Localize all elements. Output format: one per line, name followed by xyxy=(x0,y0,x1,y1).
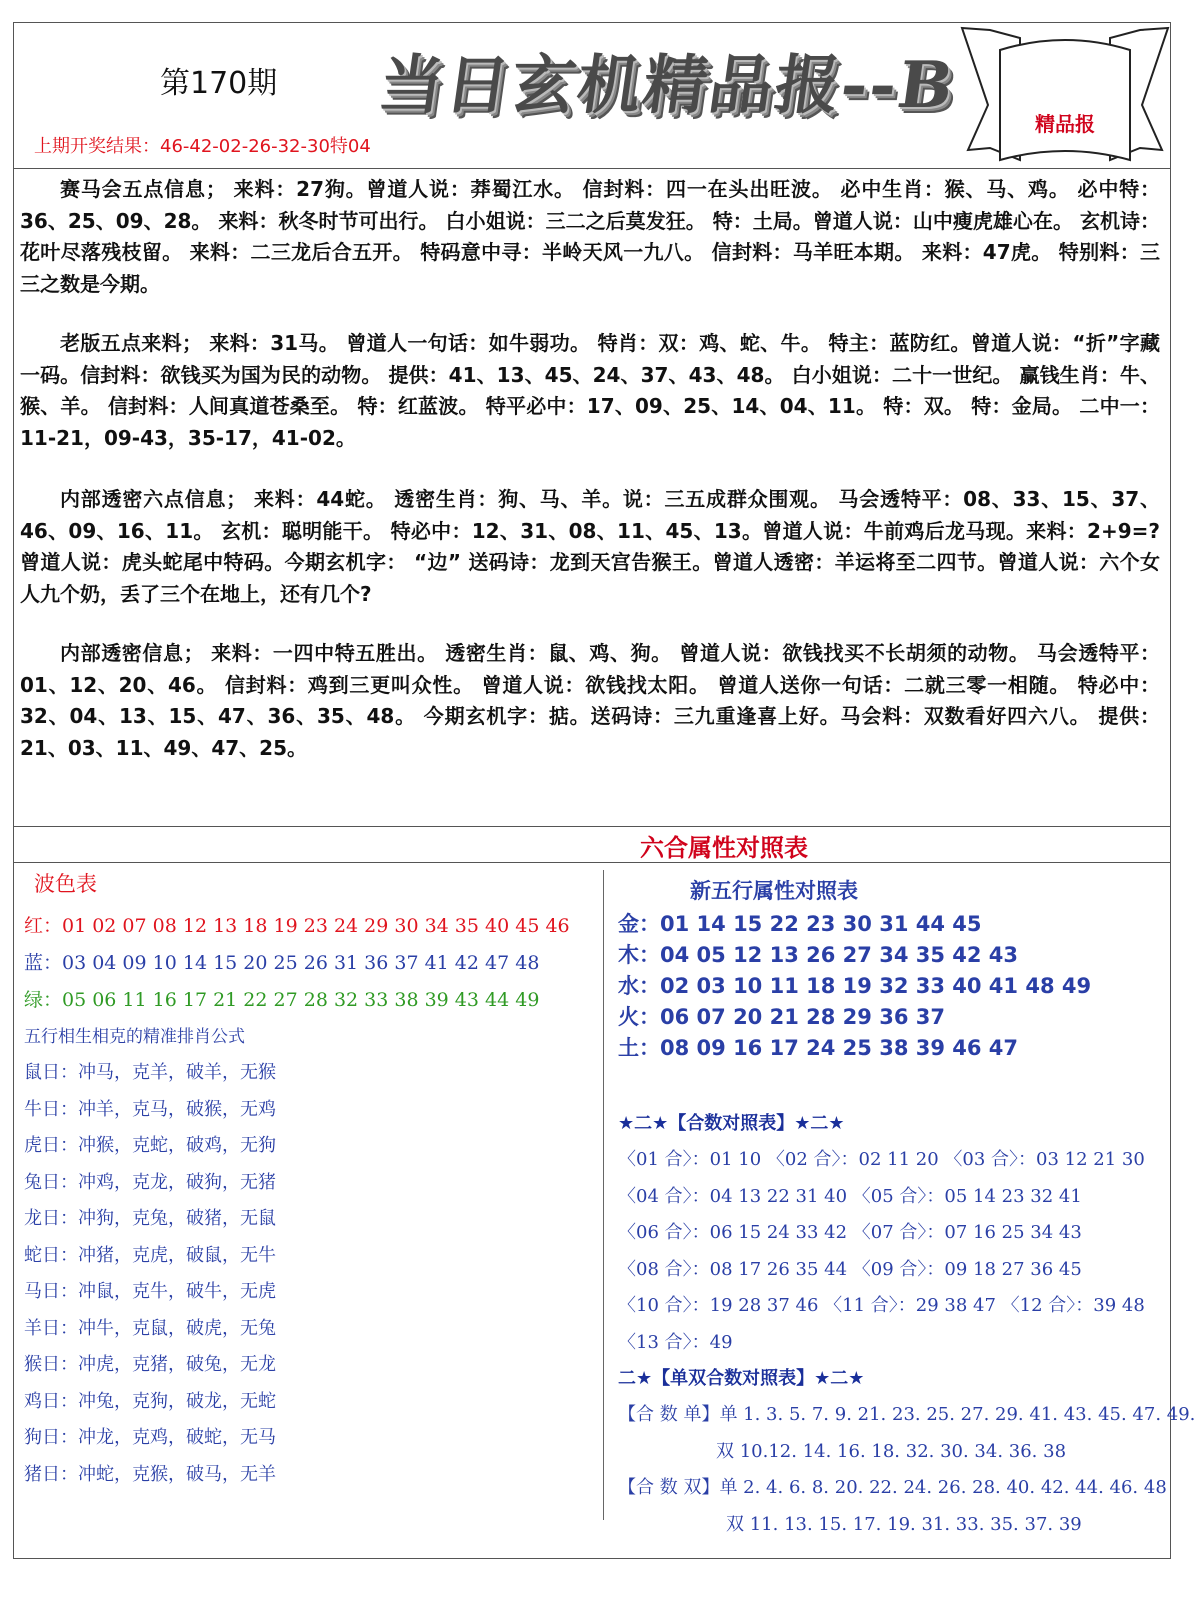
zodiac-day-row: 马日：冲鼠，克牛，破牛，无虎 xyxy=(24,1281,276,1302)
divider xyxy=(13,862,1171,863)
zodiac-day-row: 羊日：冲牛，克鼠，破虎，无兔 xyxy=(24,1317,276,1339)
danshuang-row: 【合 数 双】单 2. 4. 6. 8. 20. 22. 24. 26. 28. 40. 42. 44. 46. 48 xyxy=(618,1477,1167,1498)
zodiac-day-row: 兔日：冲鸡，克龙，破狗，无猪 xyxy=(24,1171,276,1193)
wuxing-row: 土：08 09 16 17 24 25 38 39 46 47 xyxy=(618,1036,1019,1060)
attribute-table-title: 六合属性对照表 xyxy=(640,834,808,862)
divider xyxy=(13,826,1171,827)
wave-color-title: 波色表 xyxy=(34,872,97,896)
zodiac-day-row: 狗日：冲龙，克鸡，破蛇，无马 xyxy=(24,1427,276,1448)
heshu-row: 〈06 合〉：06 15 24 33 42 〈07 合〉：07 16 25 34 43 xyxy=(618,1222,1082,1243)
zodiac-day-row: 虎日：冲猴，克蛇，破鸡，无狗 xyxy=(24,1135,276,1156)
divider xyxy=(13,168,1171,169)
heshu-row: 〈01 合〉：01 10 〈02 合〉：02 11 20 〈03 合〉：03 12 21 30 xyxy=(618,1149,1145,1170)
zodiac-day-row: 鼠日：冲马，克羊，破羊，无猴 xyxy=(24,1062,276,1083)
info-section-2: 老版五点来料； 来料：31马。 曾道人一句话：如牛弱功。 特肖：双：鸡、蛇、牛。 特主：蓝防红。曾道人说：“折”字藏一码。信封料：欲钱买为国为民的动物。 提供：41、13、45、24、37、43、48。 白小姐说：二十一世纪。 赢钱生肖：牛、猴、羊。 信封料：人间真道苍桑至。 特：红蓝波。 特平必中：17、09、25、14、04、11。 特：双。 特：金局。 二中一：11-21，09-43，35-17，41-02。 xyxy=(20,331,1160,450)
info-section-4: 内部透密信息； 来料：一四中特五胜出。 透密生肖：鼠、鸡、狗。 曾道人说：欲钱找买不长胡须的动物。 马会透特平：01、12、20、46。 信封料：鸡到三更叫众性。 曾道人说：欲钱找太阳。 曾道人送你一句话：二就三零一相随。 特必中：32、04、13、15、47、36、35、48。 今期玄机字：掂。送码诗：三九重逢喜上好。马会料：双数看好四六八。 提供：21、03、11、49、47、25。 xyxy=(20,641,1160,760)
zodiac-day-row: 猪日：冲蛇，克猴，破马，无羊 xyxy=(24,1463,276,1485)
last-draw-result: 上期开奖结果：46-42-02-26-32-30特04 xyxy=(34,136,371,157)
column-divider xyxy=(603,870,604,1520)
zodiac-day-row: 牛日：冲羊，克马，破猴，无鸡 xyxy=(24,1098,276,1120)
wave-red-row: 红：01 02 07 08 12 13 18 19 23 24 29 30 34 35 40 45 46 xyxy=(24,915,570,937)
wave-blue-row: 蓝：03 04 09 10 14 15 20 25 26 31 36 37 41 42 47 48 xyxy=(24,952,540,974)
zodiac-day-row: 龙日：冲狗，克兔，破猪，无鼠 xyxy=(24,1208,276,1229)
danshuang-row: 【合 数 单】单 1. 3. 5. 7. 9. 21. 23. 25. 27. 29. 41. 43. 45. 47. 49. xyxy=(618,1404,1196,1425)
wuxing-title: 新五行属性对照表 xyxy=(690,879,858,903)
zodiac-day-row: 蛇日：冲猪，克虎，破鼠，无牛 xyxy=(24,1244,276,1266)
wuxing-row: 水：02 03 10 11 18 19 32 33 40 41 48 49 xyxy=(618,974,1092,998)
left-column xyxy=(24,868,594,1493)
banner-label: 精品报 xyxy=(1035,112,1095,136)
right-column xyxy=(618,875,1196,1543)
heshu-row: 〈13 合〉：49 xyxy=(618,1331,733,1353)
wuxing-row: 木：04 05 12 13 26 27 34 35 42 43 xyxy=(618,943,1019,967)
danshuang-row: 双 11. 13. 15. 17. 19. 31. 33. 35. 37. 39 xyxy=(726,1513,1082,1535)
info-section-1: 赛马会五点信息； 来料：27狗。曾道人说：莽蜀江水。 信封料：四一在头出旺波。 必中生肖：猴、马、鸡。 必中特：36、25、09、28。 来料：秋冬时节可出行。 白小姐说：三二之后莫发狂。 特：土局。曾道人说：山中瘦虎雄心在。 玄机诗：花叶尽落残枝留。 来料：二三龙后合五开。 特码意中寻：半岭天风一九八。 信封料：马羊旺本期。 来料：47虎。 特别料：三三之数是今期。 xyxy=(20,177,1160,296)
heshu-row: 〈10 合〉：19 28 37 46 〈11 合〉：29 38 47 〈12 合〉：39 48 xyxy=(618,1295,1145,1316)
wave-green-row: 绿：05 06 11 16 17 21 22 27 28 32 33 38 39 43 44 49 xyxy=(24,989,540,1011)
danshuang-row: 双 10.12. 14. 16. 18. 32. 30. 34. 36. 38 xyxy=(716,1440,1067,1462)
heshu-row: 〈04 合〉：04 13 22 31 40 〈05 合〉：05 14 23 32 41 xyxy=(618,1185,1082,1207)
wuxing-row: 火：06 07 20 21 28 29 36 37 xyxy=(618,1005,945,1029)
zodiac-day-row: 鸡日：冲兔，克狗，破龙，无蛇 xyxy=(24,1390,276,1412)
danshuang-title: 二★【单双合数对照表】★二★ xyxy=(618,1368,865,1389)
wuxing-row: 金：01 14 15 22 23 30 31 44 45 xyxy=(618,912,982,936)
heshu-title: ★二★【合数对照表】★二★ xyxy=(618,1113,845,1134)
scroll-banner-icon xyxy=(960,20,1170,170)
newspaper-title: 当日玄机精品报--B xyxy=(373,48,960,123)
zodiac-day-row: 猴日：冲虎，克猪，破兔，无龙 xyxy=(24,1354,276,1375)
info-section-3: 内部透密六点信息； 来料：44蛇。 透密生肖：狗、马、羊。说：三五成群众围观。 马会透特平：08、33、15、37、46、09、16、11。 玄机：聪明能干。 特必中：12、31、08、11、45、13。曾道人说：牛前鸡后龙马现。来料：2+9=? 曾道人说：虎头蛇尾中特码。今期玄机字： “边” 送码诗：龙到天宫告猴王。曾道人透密：羊运将至二四节。曾道人说：六个女人九个奶，丢了三个在地上，还有几个? xyxy=(20,487,1160,606)
heshu-row: 〈08 合〉：08 17 26 35 44 〈09 合〉：09 18 27 36 45 xyxy=(618,1258,1082,1280)
issue-number: 第170期 xyxy=(160,66,278,101)
formula-title: 五行相生相克的精准排肖公式 xyxy=(24,1027,245,1047)
